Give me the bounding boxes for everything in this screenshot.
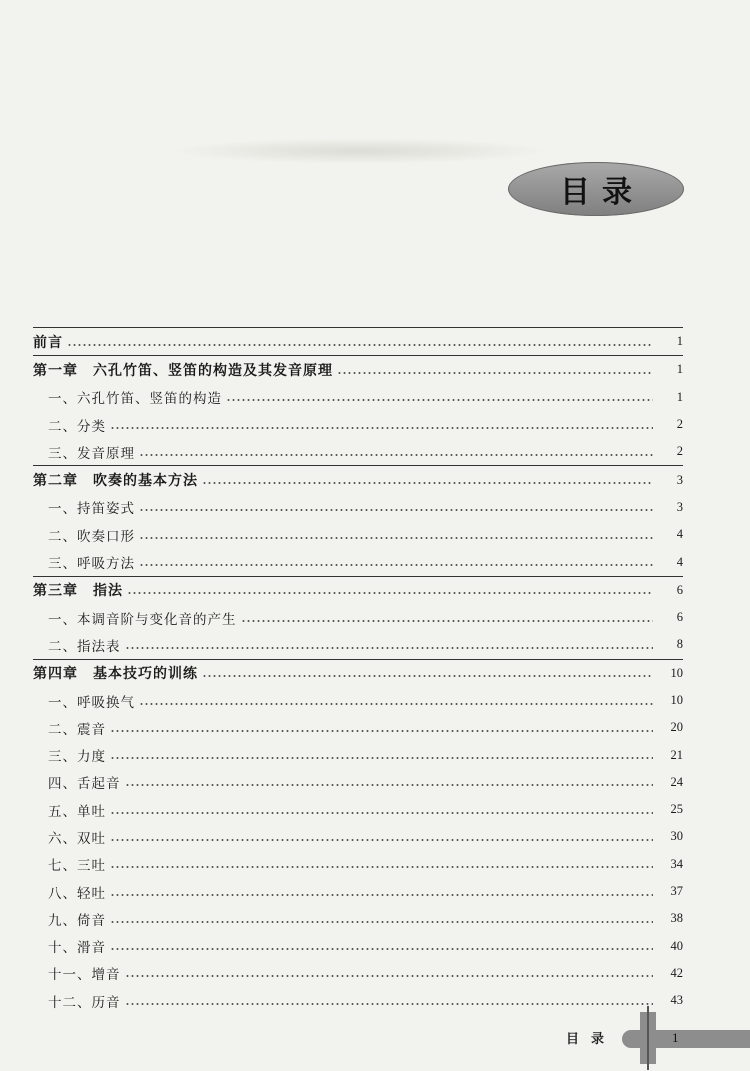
toc-entry-label: 六、双吐	[48, 830, 106, 847]
toc-section-entry[interactable]	[33, 905, 683, 932]
toc-section-entry[interactable]	[33, 714, 683, 741]
toc-section-entry[interactable]	[33, 933, 683, 960]
toc-entry-label: 五、单吐	[48, 803, 106, 820]
footer-page-number: 1	[672, 1030, 679, 1045]
toc-entry-label: 一、六孔竹笛、竖笛的构造	[48, 391, 222, 408]
toc-leader-dots	[139, 537, 653, 539]
toc-page-number: 20	[670, 720, 683, 735]
toc-page-number: 4	[676, 527, 683, 542]
toc-page-number: 21	[670, 747, 683, 762]
toc-entry-label: 七、三吐	[48, 858, 106, 875]
toc-entry-label: 八、轻吐	[48, 885, 106, 902]
toc-section-entry[interactable]	[33, 494, 683, 521]
toc-leader-dots	[139, 703, 653, 705]
toc-chapter-entry[interactable]	[33, 328, 683, 355]
toc-leader-dots	[125, 784, 654, 786]
toc-leader-dots	[110, 730, 653, 732]
toc-leader-dots	[139, 564, 653, 566]
toc-page-number: 38	[670, 911, 683, 926]
toc-section-entry[interactable]	[33, 769, 683, 796]
toc-section-entry[interactable]	[33, 631, 683, 658]
toc-leader-dots	[110, 812, 653, 814]
toc-entry-label: 十、滑音	[48, 940, 106, 957]
toc-leader-dots	[241, 620, 654, 622]
toc-section-entry[interactable]	[33, 604, 683, 631]
toc-leader-dots	[110, 757, 653, 759]
toc-section-entry[interactable]	[33, 521, 683, 548]
toc-page-number: 4	[676, 554, 683, 569]
toc-page-number: 24	[670, 774, 683, 789]
toc-leader-dots	[110, 921, 653, 923]
toc-section-entry[interactable]	[33, 548, 683, 575]
toc-section-entry[interactable]	[33, 878, 683, 905]
toc-entry-label: 第四章 基本技巧的训练	[33, 666, 198, 683]
toc-leader-dots	[110, 948, 653, 950]
footer-label: 目录	[566, 1032, 617, 1047]
toc-leader-dots	[125, 975, 654, 977]
toc-page-number: 2	[676, 444, 683, 459]
toc-section-entry[interactable]	[33, 987, 683, 1014]
toc-leader-dots	[110, 839, 653, 841]
toc-entry-label: 二、吹奏口形	[48, 528, 135, 545]
toc-leader-dots	[226, 399, 653, 401]
toc-leader-dots	[139, 509, 653, 511]
page-title: 目录	[560, 175, 644, 210]
toc-page-number: 6	[676, 610, 683, 625]
toc-chapter-entry[interactable]	[33, 356, 683, 383]
toc-page-number: 3	[676, 499, 683, 514]
toc-entry-label: 前言	[33, 334, 63, 351]
toc-chapter-entry[interactable]	[33, 577, 683, 604]
toc-section-entry[interactable]	[33, 411, 683, 438]
toc-chapter-entry[interactable]	[33, 660, 683, 687]
toc-leader-dots	[202, 675, 653, 677]
toc-section-entry[interactable]	[33, 823, 683, 850]
scan-smudge	[170, 138, 550, 164]
toc-entry-label: 二、分类	[48, 418, 106, 435]
toc-leader-dots	[202, 482, 653, 484]
toc-page-number: 37	[670, 884, 683, 899]
toc-entry-label: 二、指法表	[48, 638, 121, 655]
toc-entry-label: 四、舌起音	[48, 776, 121, 793]
toc-entry-label: 第二章 吹奏的基本方法	[33, 473, 198, 490]
toc-section-entry[interactable]	[33, 384, 683, 411]
footer-ornament	[640, 1012, 656, 1064]
table-of-contents	[33, 327, 683, 1014]
toc-chapter-entry[interactable]	[33, 466, 683, 493]
toc-leader-dots	[125, 1003, 654, 1005]
toc-section-entry[interactable]	[33, 960, 683, 987]
toc-leader-dots	[337, 372, 653, 374]
toc-page-number: 6	[676, 582, 683, 597]
toc-entry-label: 第三章 指法	[33, 583, 123, 600]
toc-entry-label: 三、呼吸方法	[48, 556, 135, 573]
toc-page-number: 42	[670, 965, 683, 980]
toc-section-entry[interactable]	[33, 438, 683, 465]
toc-leader-dots	[110, 427, 653, 429]
toc-page-number: 1	[676, 362, 683, 377]
toc-entry-label: 二、震音	[48, 721, 106, 738]
toc-entry-label: 三、力度	[48, 749, 106, 766]
toc-entry-label: 一、持笛姿式	[48, 501, 135, 518]
toc-page-number: 1	[676, 334, 683, 349]
toc-entry-label: 一、本调音阶与变化音的产生	[48, 611, 237, 628]
toc-entry-label: 第一章 六孔竹笛、竖笛的构造及其发音原理	[33, 362, 333, 379]
toc-page-number: 10	[670, 693, 683, 707]
toc-section-entry[interactable]	[33, 741, 683, 768]
toc-section-entry[interactable]	[33, 687, 683, 714]
toc-page-number: 3	[676, 472, 683, 487]
toc-leader-dots	[110, 866, 653, 868]
toc-page-number: 25	[670, 802, 683, 817]
toc-leader-dots	[139, 454, 653, 456]
toc-page-number: 10	[670, 665, 683, 680]
toc-page-number: 34	[670, 856, 683, 871]
toc-entry-label: 九、倚音	[48, 912, 106, 929]
toc-leader-dots	[125, 647, 654, 649]
toc-page-number: 40	[670, 938, 683, 953]
toc-page-number: 8	[676, 637, 683, 652]
toc-page-number: 43	[670, 993, 683, 1008]
toc-entry-label: 十一、增音	[48, 967, 121, 984]
toc-entry-label: 三、发音原理	[48, 445, 135, 462]
title-badge	[508, 162, 684, 216]
toc-entry-label: 一、呼吸换气	[48, 694, 135, 711]
toc-leader-dots	[110, 894, 653, 896]
toc-page-number: 30	[670, 829, 683, 844]
toc-page-number: 2	[676, 417, 683, 432]
toc-section-entry[interactable]	[33, 851, 683, 878]
toc-leader-dots	[67, 344, 653, 346]
toc-page-number: 1	[676, 389, 683, 404]
toc-entry-label: 十二、历音	[48, 994, 121, 1011]
toc-section-entry[interactable]	[33, 796, 683, 823]
toc-leader-dots	[127, 592, 653, 594]
